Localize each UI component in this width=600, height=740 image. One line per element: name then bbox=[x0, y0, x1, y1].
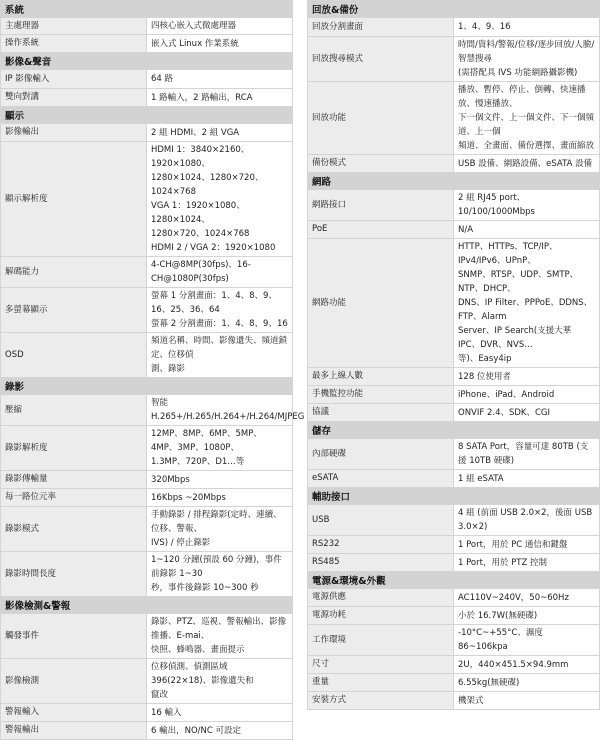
spec-value-line: 位移偵測、偵測區域 396(22×18)、影像遺失和 bbox=[151, 662, 254, 686]
spec-label: 最多上線人數 bbox=[308, 368, 454, 386]
spec-value-line: 螢幕 2 分割畫面：1、4、8、9、16 bbox=[151, 319, 288, 329]
spec-value bbox=[147, 426, 293, 471]
spec-row bbox=[1, 333, 293, 378]
section-title: 電源&環境&外觀 bbox=[308, 572, 600, 589]
spec-row bbox=[1, 704, 293, 722]
spec-value-line: HDMI 1：3840×2160、1920×1080、 bbox=[151, 145, 250, 169]
spec-label: 錄影傳輸量 bbox=[1, 471, 147, 489]
spec-row bbox=[1, 124, 293, 142]
spec-row bbox=[1, 722, 293, 740]
spec-value bbox=[454, 607, 600, 625]
spec-label: RS485 bbox=[308, 554, 454, 572]
spec-value-line: 頻道、全畫面、備份選擇、畫面縮放 bbox=[458, 141, 595, 151]
right-spec-column bbox=[307, 0, 600, 710]
spec-row bbox=[308, 37, 600, 82]
spec-value-line: 秒，事件後錄影 10~300 秒 bbox=[151, 583, 259, 593]
spec-row bbox=[1, 89, 293, 107]
spec-label: 錄影時間長度 bbox=[1, 552, 147, 597]
section-header bbox=[308, 173, 600, 190]
spec-value-line: 1 Port，用於 PTZ 控制 bbox=[458, 557, 548, 568]
spec-value-line: N/A bbox=[458, 224, 474, 235]
section-header bbox=[1, 597, 293, 614]
spec-label: 主處理器 bbox=[1, 18, 147, 35]
spec-row bbox=[308, 155, 600, 173]
spec-value-line: 手動錄影 / 排程錄影(定時、連續、位移、警報、 bbox=[151, 510, 282, 534]
spec-value-line: 1 Port，用於 PC 通信和鍵盤 bbox=[458, 539, 568, 550]
spec-row bbox=[308, 692, 600, 710]
spec-label: IP 影像輸入 bbox=[1, 70, 147, 89]
spec-label: eSATA bbox=[308, 470, 454, 488]
spec-row bbox=[1, 614, 293, 659]
spec-label: 網路功能 bbox=[308, 239, 454, 368]
spec-row bbox=[308, 536, 600, 554]
section-title: 網路 bbox=[308, 173, 600, 190]
spec-row bbox=[308, 82, 600, 155]
spec-label: 回放分割畫面 bbox=[308, 18, 454, 37]
spec-value-line: IVS) / 停止錄影 bbox=[151, 538, 211, 548]
spec-value-line: 嵌入式 Linux 作業系統 bbox=[151, 38, 239, 49]
section-title: 影像&聲音 bbox=[1, 53, 293, 70]
spec-value-line: 錄影、PTZ、巡視、警報輸出、影像推播、E-mai、 bbox=[151, 617, 287, 641]
spec-label: 多螢幕顯示 bbox=[1, 288, 147, 333]
spec-row bbox=[308, 625, 600, 656]
section-title: 回放&備份 bbox=[308, 1, 600, 18]
spec-value bbox=[147, 489, 293, 507]
spec-value bbox=[454, 505, 600, 536]
spec-label: 回放搜尋模式 bbox=[308, 37, 454, 82]
spec-value bbox=[147, 333, 293, 378]
section-header bbox=[1, 107, 293, 124]
spec-label: 警報輸出 bbox=[1, 722, 147, 740]
spec-value bbox=[147, 395, 305, 426]
spec-value bbox=[147, 257, 293, 288]
spec-value bbox=[147, 70, 293, 89]
spec-value bbox=[147, 89, 293, 107]
spec-label: 影像檢測 bbox=[1, 659, 147, 704]
spec-row bbox=[1, 426, 293, 471]
spec-value-line: 1~120 分鐘(預設 60 分鐘)，事件前錄影 1~30 bbox=[151, 555, 282, 579]
spec-value bbox=[454, 554, 600, 572]
spec-value-line: 1280×720、1024×768 bbox=[151, 229, 250, 239]
spec-row bbox=[1, 507, 293, 552]
spec-value bbox=[147, 659, 293, 704]
spec-row bbox=[1, 257, 293, 288]
spec-value-line: 測、錄影 bbox=[151, 364, 186, 374]
spec-value-line: HDMI 2 / VGA 2：1920×1080 bbox=[151, 243, 276, 253]
spec-label: USB bbox=[308, 505, 454, 536]
spec-row bbox=[1, 552, 293, 597]
spec-row bbox=[308, 239, 600, 368]
section-header bbox=[1, 53, 293, 70]
spec-value bbox=[147, 704, 293, 722]
spec-label: 協議 bbox=[308, 404, 454, 422]
spec-label: 電源供應 bbox=[308, 589, 454, 607]
section-header bbox=[308, 422, 600, 439]
spec-row bbox=[308, 607, 600, 625]
section-title: 錄影 bbox=[1, 378, 293, 395]
section-header bbox=[308, 572, 600, 589]
spec-label: 回放功能 bbox=[308, 82, 454, 155]
spec-value-line: 下一個文件、上一個文件、下一個頻道、上一個 bbox=[458, 113, 595, 137]
spec-value-line: SNMP、RTSP、UDP、SMTP、NTP、DHCP、 bbox=[458, 270, 579, 294]
spec-value-line: 竄改 bbox=[151, 690, 169, 700]
spec-value-line: 四核心嵌入式微處理器 bbox=[151, 21, 237, 31]
spec-value-line: 8 SATA Port，容量可達 80TB (支援 10TB 硬碟) bbox=[458, 442, 589, 466]
spec-row bbox=[1, 35, 293, 53]
section-header bbox=[1, 1, 293, 18]
spec-value-line: 播放、暫停、停止、倒轉、快速播放、慢速播放、 bbox=[458, 85, 586, 109]
spec-value bbox=[454, 470, 600, 488]
spec-value-line: 2U，440×451.5×94.9mm bbox=[458, 659, 569, 670]
spec-row bbox=[308, 656, 600, 674]
spec-value bbox=[147, 124, 293, 142]
spec-value bbox=[454, 536, 600, 554]
spec-label: RS232 bbox=[308, 536, 454, 554]
spec-value-line: 1、4、9、16 bbox=[458, 22, 511, 32]
spec-value-line: (需搭配具 IVS 功能網路攝影機) bbox=[458, 68, 578, 78]
section-title: 影像檢測&警報 bbox=[1, 597, 293, 614]
spec-value bbox=[454, 155, 600, 173]
spec-value-line: 智能 H.265+/H.265/H.264+/H.264/MJPEG bbox=[151, 398, 305, 422]
spec-value bbox=[454, 37, 600, 82]
spec-row bbox=[308, 386, 600, 404]
spec-row bbox=[308, 554, 600, 572]
spec-value bbox=[147, 507, 293, 552]
spec-value-line: 6.55kg(無硬碟) bbox=[458, 677, 520, 688]
spec-row bbox=[308, 439, 600, 470]
spec-label: 手機監控功能 bbox=[308, 386, 454, 404]
spec-row bbox=[1, 471, 293, 489]
spec-value bbox=[454, 589, 600, 607]
spec-value bbox=[147, 142, 293, 257]
spec-row bbox=[308, 589, 600, 607]
section-header bbox=[308, 488, 600, 505]
spec-value bbox=[454, 439, 600, 470]
spec-row bbox=[308, 18, 600, 37]
spec-value-line: iPhone、iPad、Android bbox=[458, 389, 555, 400]
spec-value-line: -10°C~+55°C、濕度 86~106kpa bbox=[458, 628, 543, 652]
spec-row bbox=[308, 221, 600, 239]
section-title: 輔助接口 bbox=[308, 488, 600, 505]
spec-value-line: AC110V~240V，50~60Hz bbox=[458, 592, 569, 603]
section-title: 顯示 bbox=[1, 107, 293, 124]
spec-value-line: 頻道名稱、時間、影像遺失、頻道鎖定、位移偵 bbox=[151, 336, 288, 360]
spec-value bbox=[454, 18, 600, 37]
spec-label: 錄影解析度 bbox=[1, 426, 147, 471]
section-title: 儲存 bbox=[308, 422, 600, 439]
spec-label: 壓縮 bbox=[1, 395, 147, 426]
spec-value bbox=[454, 692, 600, 710]
spec-value bbox=[147, 471, 293, 489]
spec-value-line: 4-CH@8MP(30fps)、16-CH@1080P(30fps) bbox=[151, 260, 251, 284]
spec-value-line: 小於 16.7W(無硬碟) bbox=[458, 610, 538, 621]
spec-value bbox=[454, 221, 600, 239]
spec-label: 影像輸出 bbox=[1, 124, 147, 142]
spec-value bbox=[454, 674, 600, 692]
spec-label: 尺寸 bbox=[308, 656, 454, 674]
spec-value-line: 4 組 (前面 USB 2.0×2，後面 USB 3.0×2) bbox=[458, 508, 593, 532]
spec-value bbox=[454, 404, 600, 422]
spec-row bbox=[308, 470, 600, 488]
spec-value-line: 螢幕 1 分割畫面：1、4、8、9、16、25、36、64 bbox=[151, 291, 277, 315]
spec-value-line: 2 組 RJ45 port、10/100/1000Mbps bbox=[458, 193, 535, 217]
spec-label: 網路接口 bbox=[308, 190, 454, 221]
spec-value bbox=[454, 239, 600, 368]
spec-value-line: VGA 1：1920×1080、1280×1024、 bbox=[151, 201, 245, 225]
spec-label: OSD bbox=[1, 333, 147, 378]
spec-value bbox=[454, 386, 600, 404]
spec-label: 安裝方式 bbox=[308, 692, 454, 710]
spec-value-line: Server、IP Search(支援大華 IPC、DVR、NVS… bbox=[458, 326, 572, 350]
spec-label: 觸發事件 bbox=[1, 614, 147, 659]
spec-label: 警報輸入 bbox=[1, 704, 147, 722]
spec-row bbox=[1, 288, 293, 333]
spec-value-line: 16Kbps ~20Mbps bbox=[151, 492, 226, 503]
section-title: 系統 bbox=[1, 1, 293, 18]
spec-value bbox=[454, 625, 600, 656]
spec-label: 工作環境 bbox=[308, 625, 454, 656]
spec-value-line: DNS、IP Filter、PPPoE、DDNS、FTP、Alarm bbox=[458, 298, 593, 322]
spec-row bbox=[308, 505, 600, 536]
spec-value-line: 時間/資料/警報/位移/逐步回放/人臉/智慧搜尋 bbox=[458, 40, 595, 64]
spec-label: 操作系統 bbox=[1, 35, 147, 53]
spec-row bbox=[1, 142, 293, 257]
spec-label: 電源功耗 bbox=[308, 607, 454, 625]
spec-row bbox=[1, 395, 293, 426]
spec-value-line: 64 路 bbox=[151, 74, 174, 84]
spec-row bbox=[308, 368, 600, 386]
spec-value bbox=[454, 82, 600, 155]
spec-value bbox=[147, 35, 293, 53]
spec-value-line: 1.3MP、720P、D1…等 bbox=[151, 457, 245, 467]
spec-value-line: 等)、Easy4ip bbox=[458, 354, 512, 364]
spec-value bbox=[454, 190, 600, 221]
spec-row bbox=[1, 70, 293, 89]
spec-value bbox=[147, 288, 293, 333]
spec-label: 錄影模式 bbox=[1, 507, 147, 552]
spec-value-line: USB 設備、網路設備、eSATA 設備 bbox=[458, 158, 593, 169]
spec-row bbox=[308, 674, 600, 692]
right-spec-table bbox=[307, 0, 600, 710]
spec-row bbox=[1, 489, 293, 507]
spec-value-line: 機架式 bbox=[458, 695, 484, 706]
section-header bbox=[308, 1, 600, 18]
spec-value-line: 1 組 eSATA bbox=[458, 473, 504, 484]
section-header bbox=[1, 378, 293, 395]
spec-value-line: 320Mbps bbox=[151, 474, 190, 485]
spec-row bbox=[1, 659, 293, 704]
spec-row bbox=[308, 404, 600, 422]
spec-row bbox=[1, 18, 293, 35]
spec-label: 解碼能力 bbox=[1, 257, 147, 288]
spec-label: 備份模式 bbox=[308, 155, 454, 173]
spec-value bbox=[147, 18, 293, 35]
spec-label: 顯示解析度 bbox=[1, 142, 147, 257]
spec-value-line: ONVIF 2.4、SDK、CGI bbox=[458, 407, 551, 418]
spec-label: 雙向對講 bbox=[1, 89, 147, 107]
spec-value bbox=[147, 722, 293, 740]
spec-value-line: 12MP、8MP、6MP、5MP、4MP、3MP、1080P、 bbox=[151, 429, 262, 453]
spec-value-line: 2 組 HDMI、2 組 VGA bbox=[151, 127, 240, 138]
spec-row bbox=[308, 190, 600, 221]
spec-value-line: 16 輸入 bbox=[151, 707, 182, 718]
spec-value bbox=[454, 656, 600, 674]
spec-value-line: 快照、蜂鳴器、畫面提示 bbox=[151, 645, 245, 655]
spec-label: 重量 bbox=[308, 674, 454, 692]
spec-value bbox=[147, 552, 293, 597]
spec-label: PoE bbox=[308, 221, 454, 239]
spec-value-line: 128 位使用者 bbox=[458, 371, 511, 382]
spec-value-line: 1 路輸入，2 路輸出，RCA bbox=[151, 92, 253, 103]
spec-value-line: 6 輸出，NO/NC 可設定 bbox=[151, 725, 242, 736]
spec-value-line: HTTP、HTTPs、TCP/IP、IPv4/IPv6、UPnP、 bbox=[458, 242, 558, 266]
spec-label: 內部硬碟 bbox=[308, 439, 454, 470]
spec-value bbox=[454, 368, 600, 386]
spec-label: 每一路位元率 bbox=[1, 489, 147, 507]
spec-value-line: 1280×1024、1280×720、1024×768 bbox=[151, 173, 264, 197]
spec-value bbox=[147, 614, 293, 659]
